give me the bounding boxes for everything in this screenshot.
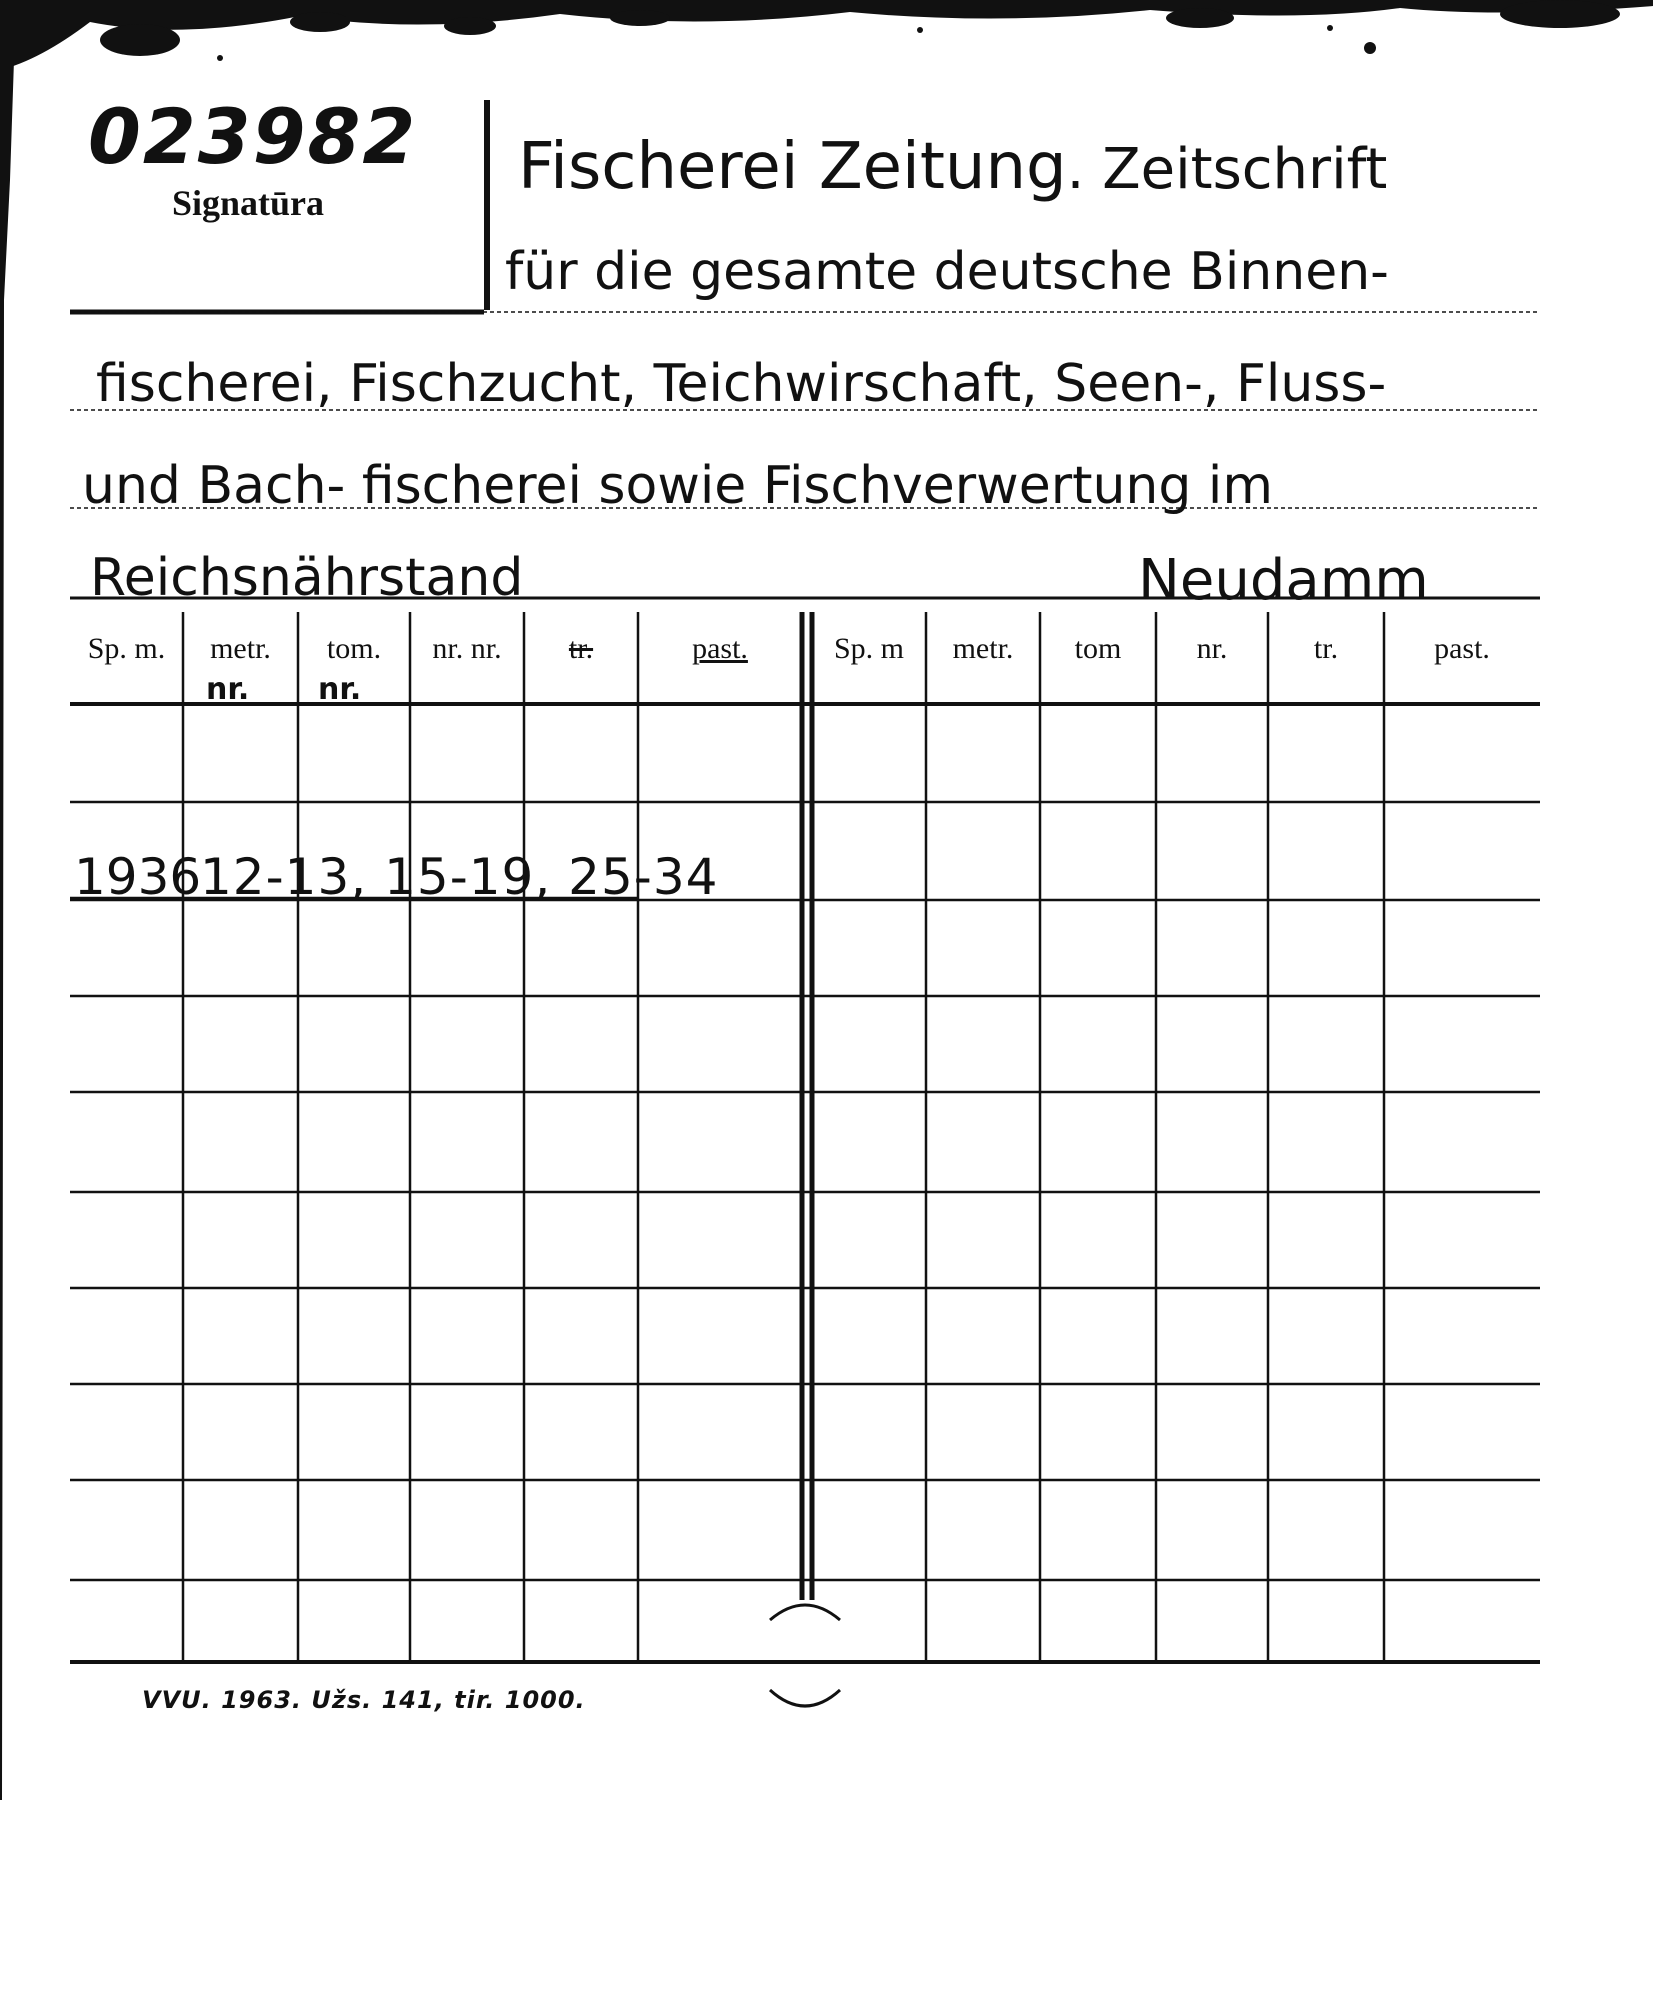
col-header-sp-m-right: Sp. m [833, 632, 905, 665]
col-header-metr-left: metr. [210, 632, 271, 665]
col-header-tom-right: tom [1074, 632, 1122, 665]
col-header-tr-left: tr. [568, 632, 594, 665]
col-header-sp-m-left: Sp. m. [87, 632, 166, 665]
entry-numbers: 12-13, 15-19, 25-34 [200, 848, 719, 906]
entry-year: 1936 [74, 848, 202, 906]
title-line-5: Reichsnährstand [90, 548, 524, 608]
signature-number: 023982 [88, 92, 418, 181]
title-line-4: und Bach- fischerei sowie Fischverwertung im [82, 456, 1274, 516]
col-header-past-right: past. [1434, 632, 1490, 665]
col-header-nr-right: nr. [1196, 632, 1228, 665]
signature-label: Signatūra [172, 183, 325, 223]
title-line-1-rest: . Zeitschrift [1066, 137, 1388, 202]
col-subheader-metr-nr: nr. [206, 672, 250, 707]
col-subheader-tom-nr: nr. [318, 672, 362, 707]
printer-footer: VVU. 1963. Užs. 141, tir. 1000. [142, 1686, 586, 1714]
title-main: Fischerei Zeitung [518, 130, 1067, 204]
col-header-past-left: past. [692, 632, 748, 665]
col-header-nr-left: nr. nr. [432, 632, 502, 665]
title-line-2: für die gesamte deutsche Binnen- [505, 242, 1389, 302]
col-header-tom-left: tom. [326, 632, 382, 665]
title-line-3: fischerei, Fischzucht, Teichwirschaft, Seen-, Fluss- [96, 354, 1387, 414]
col-header-metr-right: metr. [952, 632, 1014, 665]
publication-place: Neudamm [1138, 548, 1429, 613]
col-header-tr-right: tr. [1313, 632, 1339, 665]
